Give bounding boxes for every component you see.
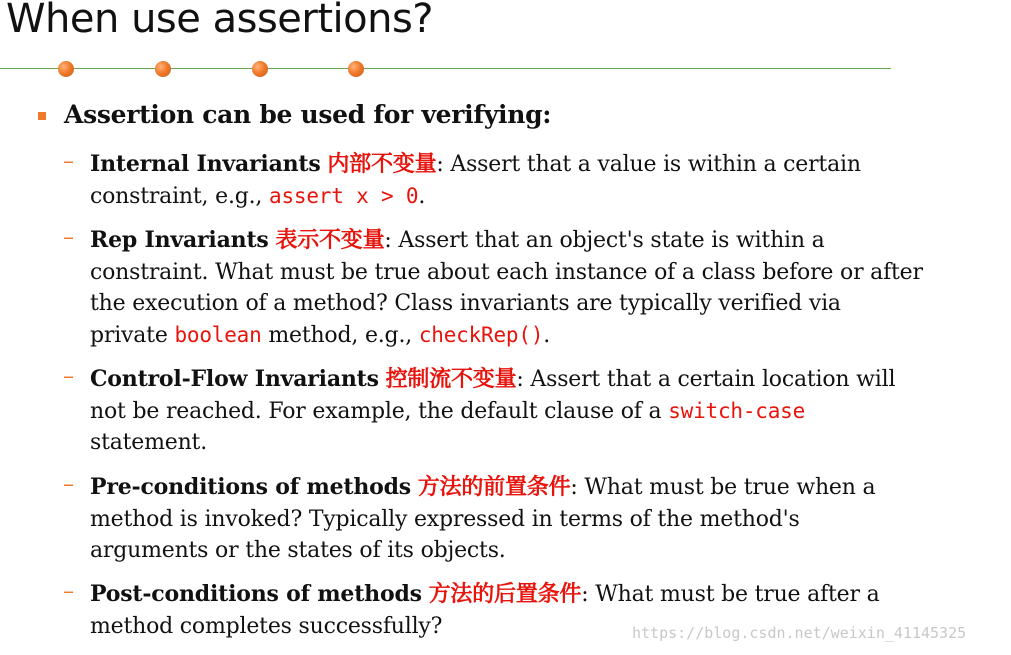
item-chinese-term: 控制流不变量	[385, 366, 517, 392]
decorative-dot-icon	[155, 61, 171, 77]
item-text: : What must be true after a	[581, 582, 880, 607]
item-line: method is invoked? Typically expressed in terms of the method's	[90, 506, 800, 532]
item-chinese-term: 表示不变量	[275, 227, 385, 253]
item-chinese-term: 方法的后置条件	[428, 581, 582, 607]
item-text: .	[543, 322, 551, 348]
dash-bullet-icon: –	[63, 225, 74, 250]
square-bullet-icon	[38, 112, 46, 120]
list-item-rep-invariants	[63, 225, 970, 351]
slide-title: When use assertions?	[6, 0, 434, 42]
item-line: method completes successfully?	[90, 613, 443, 639]
dash-bullet-icon: –	[63, 579, 74, 604]
item-line	[90, 181, 970, 213]
item-line	[90, 579, 970, 611]
item-term: Rep Invariants	[90, 227, 269, 253]
item-text: not be reached. For example, the default clause of a	[90, 398, 669, 424]
dash-bullet-icon: –	[63, 364, 74, 389]
item-term: Pre-conditions of methods	[90, 474, 411, 500]
item-text: : What must be true when a	[570, 475, 876, 500]
item-term: Internal Invariants	[90, 151, 321, 177]
item-text: : Assert that a certain location will	[516, 367, 896, 392]
item-chinese-term: 方法的前置条件	[417, 474, 571, 500]
code-snippet: checkRep()	[418, 322, 544, 347]
item-line	[90, 364, 970, 396]
item-chinese-term: 内部不变量	[327, 151, 437, 177]
item-line: arguments or the states of its objects.	[90, 538, 506, 563]
list-item-pre-conditions	[63, 472, 970, 567]
item-line	[90, 149, 970, 181]
main-bullet-text: Assertion can be used for verifying:	[64, 100, 552, 129]
item-text: method, e.g.,	[261, 322, 419, 348]
item-text: private	[90, 322, 175, 348]
decorative-dot-icon	[348, 61, 364, 77]
item-line: statement.	[90, 430, 207, 455]
item-line	[90, 396, 970, 428]
dash-bullet-icon: –	[63, 149, 74, 174]
title-divider	[0, 68, 891, 69]
item-text: .	[418, 183, 426, 209]
code-snippet: boolean	[174, 322, 262, 347]
item-line	[90, 320, 970, 352]
decorative-dot-icon	[252, 61, 268, 77]
item-line	[90, 472, 970, 504]
item-text: : Assert that an object's state is within a	[384, 228, 825, 253]
code-snippet: switch-case	[668, 398, 806, 423]
item-term: Post-conditions of methods	[90, 581, 422, 607]
item-text: : Assert that a value is within a certain	[436, 152, 861, 177]
item-line: the execution of a method? Class invariants are typically verified via	[90, 291, 841, 316]
list-item-control-flow-invariants	[63, 364, 970, 459]
item-line: constraint. What must be true about each instance of a class before or after	[90, 259, 923, 285]
watermark-url: https://blog.csdn.net/weixin_41145325	[632, 624, 967, 642]
dash-bullet-icon: –	[63, 472, 74, 497]
list-item-internal-invariants	[63, 149, 970, 212]
item-text: constraint, e.g.,	[90, 183, 270, 209]
item-line	[90, 225, 970, 257]
item-term: Control-Flow Invariants	[90, 366, 379, 392]
decorative-dot-icon	[58, 61, 74, 77]
code-snippet: assert x > 0	[269, 183, 419, 208]
